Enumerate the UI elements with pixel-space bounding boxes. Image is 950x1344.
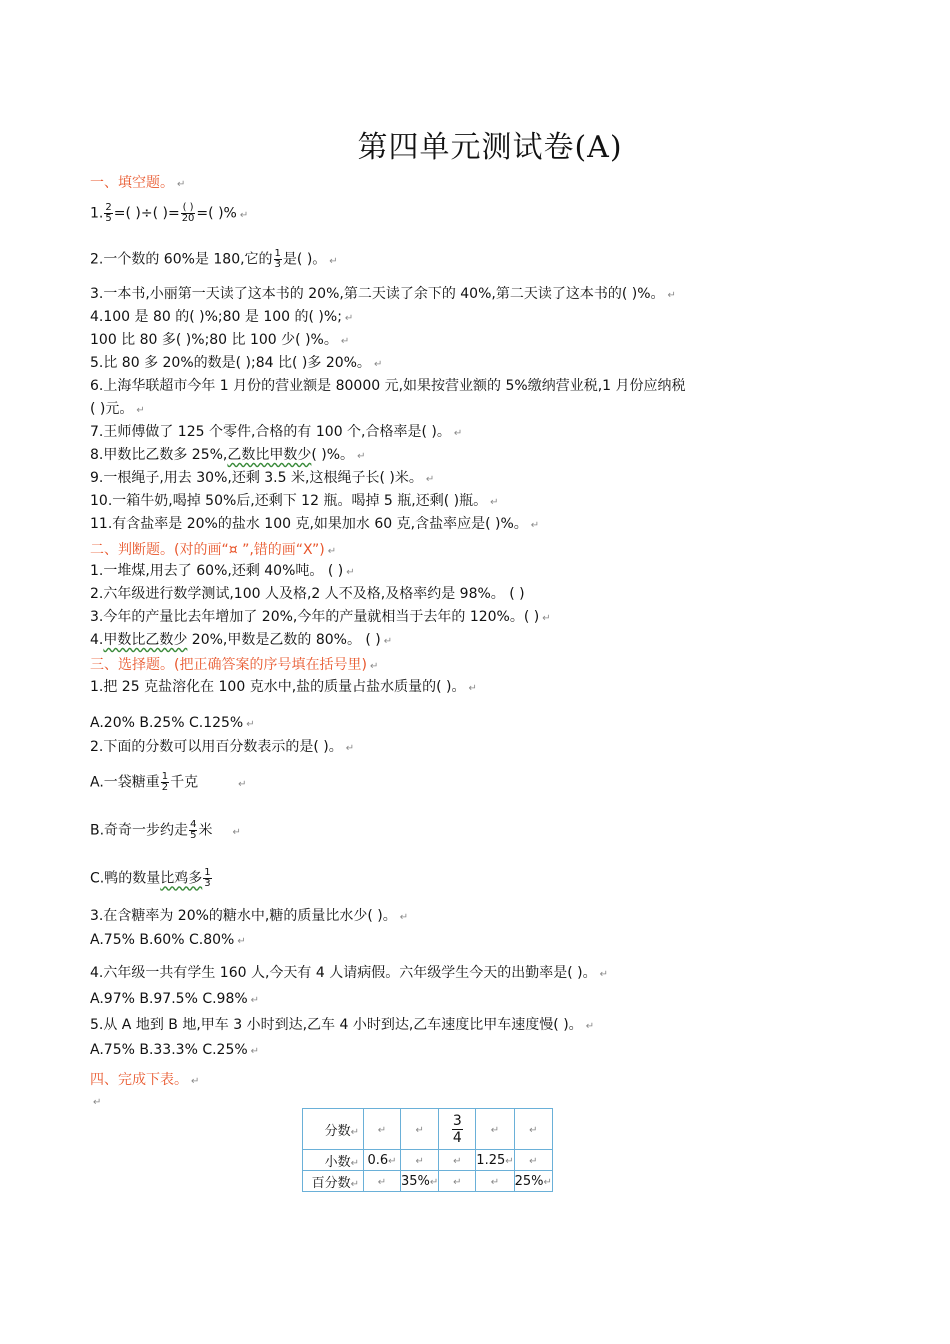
question-choice-3: 3.在含糖率为 20%的糖水中,糖的质量比水少( )。 ↵ [90, 908, 409, 924]
question-judge-1: 1.一堆煤,用去了 60%,还剩 40%吨。 ( ) ↵ [90, 563, 355, 579]
table-cell: ↵ [401, 1150, 439, 1171]
question-fill-7: 7.王师傅做了 125 个零件,合格的有 100 个,合格率是( )。 ↵ [90, 424, 463, 440]
table-cell: ↵ [476, 1109, 514, 1150]
choice-3-options: A.75% B.60% C.80% ↵ [90, 932, 246, 948]
table-cell: 分数↵ [303, 1109, 364, 1150]
question-choice-2: 2.下面的分数可以用百分数表示的是( )。 ↵ [90, 739, 355, 755]
section-heading-fill: 一、填空题。 ↵ [90, 175, 186, 191]
table-row [303, 1109, 553, 1150]
question-fill-3: 3.一本书,小丽第一天读了这本书的 20%,第二天读了余下的 40%,第二天读了这本书的( )%。 ↵ [90, 286, 676, 302]
question-fill-9: 9.一根绳子,用去 30%,还剩 3.5 米,这根绳子长( )米。 ↵ [90, 470, 435, 486]
choice-2-option-c: C.鸭的数量比鸡多 $\frac{1}{3}$ [90, 867, 211, 889]
question-judge-3: 3.今年的产量比去年增加了 20%,今年的产量就相当于去年的 120%。( ) ↵ [90, 609, 551, 625]
question-fill-6: 6.上海华联超市今年 1 月份的营业额是 80000 元,如果按营业额的 5%缴纳营业税,1 月份应纳税 [90, 378, 686, 394]
fraction: $\frac{3}{4}$ [452, 1112, 462, 1146]
empty-paragraph: ↵ [93, 1097, 102, 1108]
table-cell: 25%↵ [514, 1171, 552, 1192]
question-fill-6b: ( )元。 ↵ [90, 401, 145, 417]
choice-5-options: A.75% B.33.3% C.25% ↵ [90, 1042, 260, 1058]
table-cell: ↵ [514, 1150, 552, 1171]
conversion-table [302, 1108, 553, 1192]
choice-2-option-b: B.奇奇一步约走 $\frac{4}{5}$ 米 ↵ [90, 819, 241, 841]
table-row [303, 1171, 553, 1192]
question-fill-1: 1. $\frac{2}{5}$ =( )÷( )= $\frac{( )}{20}$ =( )% ↵ [90, 202, 249, 224]
table-cell: ↵ [401, 1109, 439, 1150]
question-fill-5: 5.比 80 多 20%的数是( );84 比( )多 20%。 ↵ [90, 355, 383, 371]
fraction: $\frac{1}{3}$ [204, 867, 211, 889]
table-cell: 小数↵ [303, 1150, 364, 1171]
table-row [303, 1150, 553, 1171]
question-judge-4: 4.甲数比乙数少 20%,甲数是乙数的 80%。 ( ) ↵ [90, 632, 393, 648]
section-heading-choice: 三、选择题。(把正确答案的序号填在括号里) ↵ [90, 657, 379, 673]
choice-2-option-a: A.一袋糖重 $\frac{1}{2}$ 千克 ↵ [90, 771, 247, 793]
question-fill-8: 8.甲数比乙数多 25%,乙数比甲数少( )%。 ↵ [90, 447, 366, 463]
table-cell: 0.6↵ [364, 1150, 401, 1171]
question-judge-2: 2.六年级进行数学测试,100 人及格,2 人不及格,及格率约是 98%。 ( ) [90, 586, 525, 602]
fraction: $\frac{( )}{20}$ [181, 202, 195, 224]
table-cell: ↵ [514, 1109, 552, 1150]
page-title: 第四单元测试卷(A) [357, 130, 623, 165]
choice-1-options: A.20% B.25% C.125% ↵ [90, 715, 255, 731]
question-choice-1: 1.把 25 克盐溶化在 100 克水中,盐的质量占盐水质量的( )。 ↵ [90, 679, 477, 695]
table-cell: 1.25↵ [476, 1150, 514, 1171]
choice-4-options: A.97% B.97.5% C.98% ↵ [90, 991, 260, 1007]
table-cell: ↵ [364, 1109, 401, 1150]
table-cell: ↵ [476, 1171, 514, 1192]
table-cell: ↵ [439, 1150, 476, 1171]
section-heading-judge: 二、判断题。(对的画“¤ ”,错的画“X”) ↵ [90, 542, 337, 558]
question-fill-2: 2.一个数的 60%是 180,它的 $\frac{1}{3}$ 是( )。 ↵ [90, 248, 338, 270]
question-fill-4: 4.100 是 80 的( )%;80 是 100 的( )%; ↵ [90, 309, 354, 325]
question-fill-4b: 100 比 80 多( )%;80 比 100 少( )%。 ↵ [90, 332, 350, 348]
fraction: $\frac{2}{5}$ [105, 202, 112, 224]
table-cell: 35%↵ [401, 1171, 439, 1192]
question-fill-11: 11.有含盐率是 20%的盐水 100 克,如果加水 60 克,含盐率应是( )%。 ↵ [90, 516, 540, 532]
fraction: $\frac{1}{3}$ [274, 248, 281, 270]
fraction: $\frac{1}{2}$ [161, 771, 169, 793]
fraction: $\frac{4}{5}$ [190, 819, 197, 841]
question-choice-5: 5.从 A 地到 B 地,甲车 3 小时到达,乙车 4 小时到达,乙车速度比甲车速度慢( )。 ↵ [90, 1017, 595, 1033]
question-choice-4: 4.六年级一共有学生 160 人,今天有 4 人请病假。六年级学生今天的出勤率是( )。 ↵ [90, 965, 609, 981]
question-fill-10: 10.一箱牛奶,喝掉 50%后,还剩下 12 瓶。喝掉 5 瓶,还剩( )瓶。 ↵ [90, 493, 499, 509]
table-cell: 百分数↵ [303, 1171, 364, 1192]
table-cell [439, 1109, 476, 1150]
table-cell: ↵ [439, 1171, 476, 1192]
section-heading-table: 四、完成下表。 ↵ [90, 1072, 200, 1088]
table-cell: ↵ [364, 1171, 401, 1192]
